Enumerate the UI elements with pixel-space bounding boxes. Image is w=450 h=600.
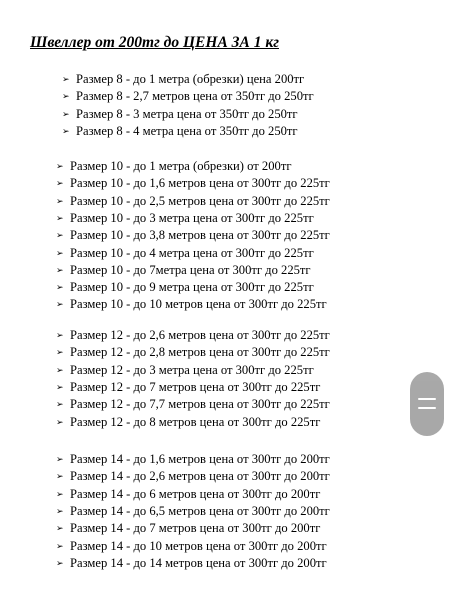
- bullet-arrow-icon: ➢: [56, 195, 64, 206]
- bullet-arrow-icon: ➢: [56, 364, 64, 375]
- list-item-text: Размер 12 - до 2,6 метров цена от 300тг до 225тг: [70, 328, 330, 342]
- list-item: [56, 396, 330, 413]
- bullet-arrow-icon: ➢: [62, 108, 70, 119]
- list-item-text: Размер 10 - до 4 метра цена от 300тг до 225тг: [70, 245, 314, 260]
- bullet-arrow-icon: ➢: [56, 454, 64, 464]
- list-item: [62, 123, 298, 140]
- list-item: [56, 245, 314, 262]
- bullet-arrow-icon: ➢: [56, 488, 64, 499]
- bullet-arrow-icon: ➢: [62, 125, 70, 136]
- bullet-arrow-icon: ➢: [56, 247, 64, 258]
- bullet-arrow-icon: ➢: [56, 347, 64, 358]
- list-item: [62, 106, 298, 123]
- list-item-text: Размер 10 - до 7метра цена от 300тг до 225тг: [70, 262, 311, 277]
- bullet-arrow-icon: ➢: [62, 91, 70, 102]
- bullet-arrow-icon: ➢: [56, 523, 64, 534]
- list-item: [56, 414, 320, 431]
- list-item-text: Размер 14 - до 1,6 метров цена от 300тг до 200тг: [70, 452, 330, 466]
- list-item-text: Размер 14 - до 6,5 метров цена от 300тг до 200тг: [70, 503, 330, 518]
- list-item-text: Размер 14 - до 7 метров цена от 300тг до 200тг: [70, 521, 321, 536]
- bullet-arrow-icon: ➢: [56, 381, 64, 392]
- list-item-text: Размер 12 - до 3 метра цена от 300тг до 225тг: [70, 362, 314, 377]
- list-item-text: Размер 10 - до 3,8 метров цена от 300тг до 225тг: [70, 228, 330, 243]
- bullet-arrow-icon: ➢: [56, 299, 64, 310]
- list-item-text: Размер 12 - до 2,8 метров цена от 300тг до 225тг: [70, 345, 330, 360]
- list-item-text: Размер 12 - до 7 метров цена от 300тг до 225тг: [70, 379, 321, 394]
- bullet-arrow-icon: ➢: [62, 74, 70, 84]
- bullet-arrow-icon: ➢: [56, 161, 64, 171]
- list-item: [56, 227, 330, 244]
- list-item-text: Размер 10 - до 1,6 метров цена от 300тг до 225тг: [70, 176, 330, 191]
- list-item: [56, 279, 314, 296]
- bullet-arrow-icon: ➢: [56, 330, 64, 340]
- bullet-arrow-icon: ➢: [56, 505, 64, 516]
- list-item-text: Размер 8 - 2,7 метров цена от 350тг до 250тг: [76, 89, 314, 104]
- document-title: Швеллер от 200тг до ЦЕНА ЗА 1 кг: [30, 34, 279, 51]
- bullet-arrow-icon: ➢: [56, 230, 64, 241]
- bullet-arrow-icon: ➢: [56, 540, 64, 551]
- bullet-arrow-icon: ➢: [56, 178, 64, 189]
- bullet-arrow-icon: ➢: [56, 212, 64, 223]
- list-item: [56, 262, 311, 279]
- list-item-text: Размер 8 - до 1 метра (обрезки) цена 200тг: [76, 72, 305, 86]
- bullet-arrow-icon: ➢: [56, 416, 64, 427]
- list-item-text: Размер 10 - до 10 метров цена от 300тг до 225тг: [70, 297, 327, 312]
- list-item-text: Размер 14 - до 10 метров цена от 300тг до 200тг: [70, 538, 327, 553]
- list-item: [62, 88, 314, 105]
- bullet-arrow-icon: ➢: [56, 471, 64, 482]
- list-item: [56, 296, 327, 313]
- list-item: [56, 379, 320, 396]
- list-item-text: Размер 14 - до 6 метров цена от 300тг до 200тг: [70, 486, 321, 501]
- list-item: [62, 71, 304, 88]
- bullet-arrow-icon: ➢: [56, 399, 64, 410]
- list-item: [56, 555, 327, 572]
- list-item: [56, 210, 314, 227]
- list-item-text: Размер 10 - до 1 метра (обрезки) от 200тг: [70, 159, 292, 173]
- list-item-text: Размер 12 - до 7,7 метров цена от 300тг до 225тг: [70, 397, 330, 412]
- list-item-text: Размер 14 - до 14 метров цена от 300тг до 200тг: [70, 555, 327, 570]
- list-item-text: Размер 10 - до 9 метра цена от 300тг до 225тг: [70, 280, 314, 295]
- list-item: [56, 451, 330, 468]
- list-item: [56, 520, 320, 537]
- fast-scroll-handle[interactable]: [410, 372, 444, 436]
- bullet-arrow-icon: ➢: [56, 557, 64, 568]
- list-item: [56, 344, 330, 361]
- list-item-text: Размер 14 - до 2,6 метров цена от 300тг до 200тг: [70, 469, 330, 484]
- list-item: [56, 158, 292, 175]
- list-item: [56, 538, 327, 555]
- list-item-text: Размер 10 - до 3 метра цена от 300тг до 225тг: [70, 210, 314, 225]
- bullet-arrow-icon: ➢: [56, 282, 64, 293]
- bullet-arrow-icon: ➢: [56, 264, 64, 275]
- list-item-text: Размер 10 - до 2,5 метров цена от 300тг до 225тг: [70, 193, 330, 208]
- list-item: [56, 486, 320, 503]
- list-item-text: Размер 8 - 3 метра цена от 350тг до 250тг: [76, 106, 298, 121]
- list-item: [56, 193, 330, 210]
- list-item: [56, 175, 330, 192]
- list-item: [56, 503, 330, 520]
- list-item-text: Размер 8 - 4 метра цена от 350тг до 250тг: [76, 123, 298, 138]
- list-item-text: Размер 12 - до 8 метров цена от 300тг до 225тг: [70, 414, 321, 429]
- list-item: [56, 362, 314, 379]
- list-item: [56, 327, 330, 344]
- list-item: [56, 468, 330, 485]
